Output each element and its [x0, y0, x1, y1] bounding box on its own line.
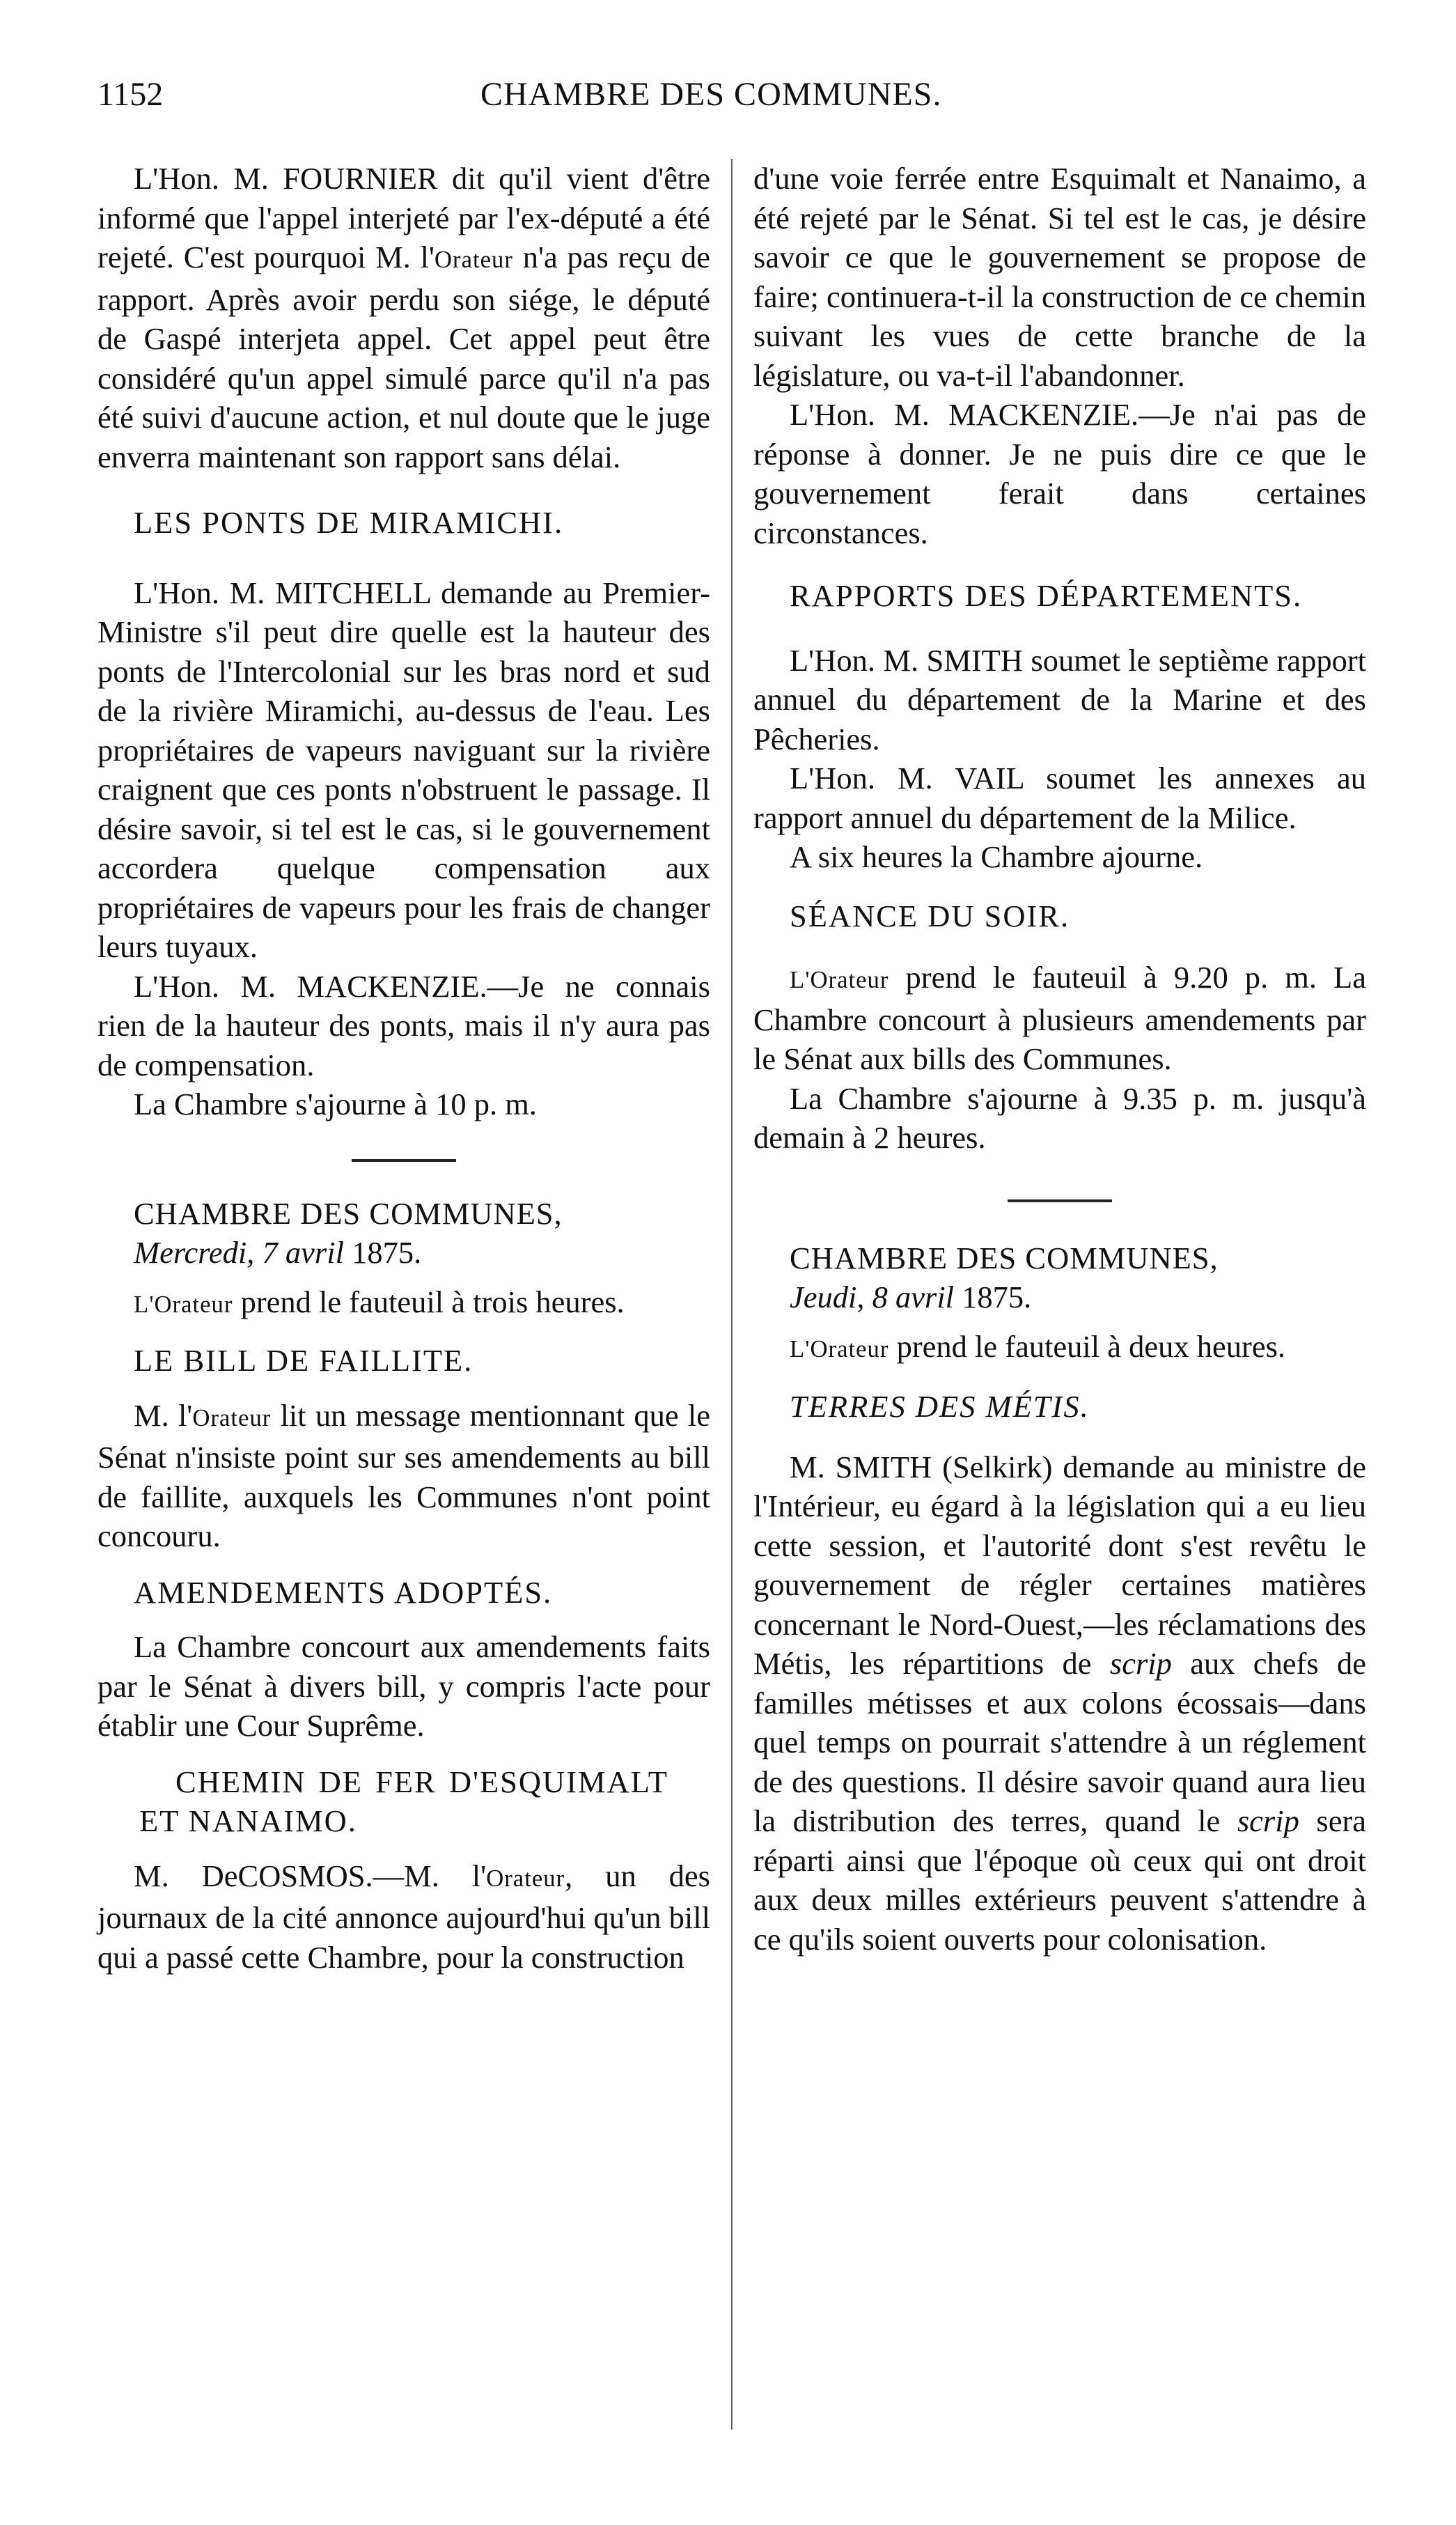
section-heading: TERRES DES MÉTIS.: [790, 1389, 1090, 1424]
text: lit un message mentionnant que le Sénat n'insiste point sur ses amendements au bill de faillite, auxquels les Communes n'ont point concouru.: [97, 1397, 710, 1553]
chamber-heading: CHAMBRE DES COMMUNES,: [134, 1195, 563, 1231]
orateur: Orateur: [434, 246, 513, 273]
italic-term: scrip: [1237, 1803, 1299, 1838]
text: prend le fauteuil à deux heures.: [889, 1328, 1286, 1364]
text: —Je n'ai pas de réponse à donner. Je ne puis dire ce que le gouvernement ferait dans certaines circonstances.: [753, 397, 1366, 550]
text: prend le fauteuil à trois heures.: [233, 1284, 625, 1319]
paragraph: [97, 573, 710, 967]
text: demande au Premier-Ministre s'il peut dire quelle est la hauteur des ponts de l'Intercolonial sur les bras nord et sud de la rivière Miramichi, au-dessus de l'eau. Les propriétaires de vapeurs naviguant sur la rivière craignent que ces ponts n'obstruent le passage. Il désire savoir, si tel est le cas, si le gouvernement accordera quelque compensation aux propriétaires de vapeurs pour les frais de changer leurs tuyaux.: [97, 575, 711, 964]
speaker: M. DeCOSMOS.: [134, 1858, 373, 1893]
paragraph: d'une voie ferrée entre Esquimalt et Nanaimo, a été rejeté par le Sénat. Si tel est le cas, je désire savoir ce que le gouvernement se propose de faire; continuera-t-il la construction de ce chemin suivant les vues de cette branche de la législature, ou va-t-il l'abandonner.: [753, 161, 1366, 393]
paragraph: La Chambre s'ajourne à 9.35 p. m. jusqu'à demain à 2 heures.: [753, 1080, 1366, 1155]
orateur: L'Orateur: [790, 1335, 889, 1362]
section-heading: RAPPORTS DES DÉPARTEMENTS.: [790, 578, 1303, 613]
paragraph: [97, 1396, 710, 1556]
paragraph: [753, 641, 1366, 759]
paragraph: [97, 159, 710, 476]
paragraph: [97, 1282, 710, 1325]
text: , un des journaux de la cité annonce aujourd'hui qu'un bill qui a passé cette Chambre, pour la construction: [97, 1858, 710, 1975]
paragraph: [97, 967, 710, 1085]
orateur: Orateur: [486, 1864, 565, 1892]
text: n'a pas reçu de rapport. Après avoir perdu son siége, le député de Gaspé interjeta appel. Cet appel peut être considéré qu'un appel simulé parce qu'il n'a pas été suivi d'aucune action, et nul doute que le juge enverra maintenant son rapport sans délai.: [97, 240, 710, 474]
paragraph: [753, 759, 1366, 837]
sitting-date: [753, 1277, 1366, 1317]
speaker: L'Hon. M. MACKENZIE.: [790, 397, 1139, 432]
orateur: Orateur: [192, 1404, 272, 1431]
chamber-heading: CHAMBRE DES COMMUNES,: [790, 1240, 1219, 1275]
text: soumet les annexes au rapport annuel du département de la Milice.: [753, 761, 1366, 835]
speaker: M. SMITH: [790, 1449, 932, 1484]
section-heading: LES PONTS DE MIRAMICHI.: [134, 505, 564, 540]
speaker: L'Hon. M. MACKENZIE.: [134, 968, 487, 1004]
paragraph: [753, 1447, 1366, 1959]
date-day: Mercredi,: [134, 1235, 255, 1270]
text: —Je ne connais rien de la hauteur des ponts, mais il n'y aura pas de compensation.: [97, 968, 710, 1082]
orateur: L'Orateur: [134, 1290, 233, 1318]
date-year: 1875.: [962, 1280, 1032, 1314]
italic-term: scrip: [1109, 1646, 1172, 1681]
date-rest: 8 avril: [872, 1280, 955, 1314]
page-number: 1152: [97, 76, 164, 113]
section-heading: LE BILL DE FAILLITE.: [134, 1343, 473, 1378]
paragraph: [753, 395, 1366, 552]
text: —M. l': [373, 1858, 487, 1893]
speaker: L'Hon. M. MITCHELL: [134, 575, 431, 610]
column-divider: [731, 159, 733, 2430]
left-column: [97, 159, 710, 1977]
paragraph: A six heures la Chambre ajourne.: [790, 839, 1203, 874]
speaker: L'Hon. M. SMITH: [790, 642, 1023, 678]
orateur: L'Orateur: [790, 966, 889, 993]
speaker: L'Hon. M. FOURNIER: [134, 161, 438, 196]
right-column: [753, 159, 1366, 1959]
paragraph: [753, 958, 1366, 1079]
text: aux chefs de familles métisses et aux colons écossais—dans quel temps on pourrait s'attendre à un réglement de des questions. Il désire savoir quand aura lieu la distribution des terres, quand le: [753, 1646, 1366, 1838]
date-year: 1875.: [352, 1235, 422, 1270]
paragraph: [97, 1856, 710, 1978]
speaker: L'Hon. M. VAIL: [790, 761, 1024, 795]
text: prend le fauteuil à 9.20 p. m. La Chambre concourt à plusieurs amendements par le Sénat aux bills des Communes.: [753, 960, 1366, 1076]
date-day: Jeudi,: [790, 1280, 865, 1314]
running-title: CHAMBRE DES COMMUNES.: [480, 76, 942, 113]
text: sera réparti ainsi que l'époque où ceux qui ont droit aux deux milles extérieurs peuvent s'attendre à ce qu'ils soient ouverts pour colonisation.: [753, 1803, 1367, 1957]
text: M. l': [134, 1397, 193, 1433]
section-heading: CHEMIN DE FER D'ESQUIMALT ET NANAIMO.: [139, 1764, 668, 1838]
sitting-date: [97, 1233, 710, 1273]
paragraph: [753, 1327, 1366, 1369]
date-rest: 7 avril: [262, 1235, 344, 1270]
text: (Selkirk) demande au ministre de l'Intérieur, eu égard à la législation qui a eu lieu cette session, et l'autorité dont s'est revêtu le gouvernement de régler certaines matières concernant le Nord-Ouest,—les réclamations des Métis, les répartitions de: [753, 1449, 1366, 1681]
paragraph: La Chambre s'ajourne à 10 p. m.: [134, 1087, 537, 1121]
paragraph: La Chambre concourt aux amendements faits par le Sénat à divers bill, y compris l'acte pour établir une Cour Suprême.: [97, 1629, 710, 1743]
section-heading: AMENDEMENTS ADOPTÉS.: [134, 1574, 553, 1610]
text: soumet le septième rapport annuel du département de la Marine et des Pêcheries.: [753, 642, 1367, 756]
text: dit qu'il vient d'être informé que l'appel interjeté par l'ex-député a été rejeté. C'est pourquoi M. l': [97, 161, 710, 274]
section-heading: SÉANCE DU SOIR.: [790, 898, 1070, 933]
